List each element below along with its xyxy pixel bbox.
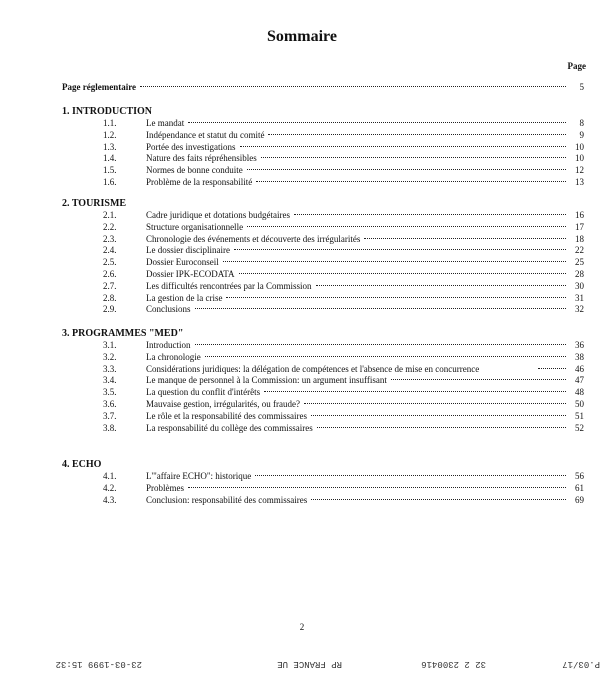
toc-entry	[62, 471, 584, 483]
dot-leader	[255, 475, 566, 476]
entry-number: 2.8.	[103, 292, 117, 303]
entry-page: 10	[575, 141, 584, 152]
entry-title: Les difficultés rencontrées par la Commission	[146, 280, 312, 291]
entry-number: 3.3.	[103, 363, 117, 374]
entry-page: 50	[575, 398, 584, 409]
entry-page: 28	[575, 268, 584, 279]
entry-title: Dossier Euroconseil	[146, 257, 219, 268]
entry-page: 38	[575, 351, 584, 362]
entry-title: Chronologie des événements et découverte des irrégularités	[146, 233, 361, 244]
toc-section-programmes-med	[62, 328, 584, 434]
dot-leader	[311, 499, 566, 500]
toc-entry	[62, 483, 584, 495]
toc-entry	[62, 387, 584, 399]
entry-title: Problèmes	[146, 482, 184, 493]
entry-page: 12	[575, 165, 584, 176]
entry-number: 4.2.	[103, 482, 117, 493]
dot-leader	[247, 169, 566, 170]
entry-number: 1.1.	[103, 118, 117, 128]
entry-title: Indépendance et statut du comité	[146, 129, 265, 140]
entry-page: 17	[575, 221, 584, 232]
entry-title: Le mandat	[146, 118, 185, 128]
dot-leader	[195, 344, 567, 345]
section-title: 3. PROGRAMMES "MED"	[62, 328, 184, 339]
entry-title: Dossier IPK-ECODATA	[146, 268, 235, 279]
entry-number: 2.2.	[103, 221, 117, 232]
toc-entry-page: 5	[579, 82, 584, 92]
entry-title: Le dossier disciplinaire	[146, 245, 230, 256]
entry-number: 3.7.	[103, 410, 117, 421]
dot-leader	[240, 146, 567, 147]
dot-leader	[294, 214, 566, 215]
toc-entry	[62, 234, 584, 246]
entry-number: 1.4.	[103, 153, 117, 164]
entry-page: 13	[575, 176, 584, 187]
dot-leader	[223, 261, 566, 262]
fax-sender: RP FRANCE UE	[277, 659, 342, 669]
dot-leader	[391, 379, 566, 380]
toc-entry-label: Page réglementaire	[62, 82, 137, 92]
entry-page: 61	[575, 482, 584, 493]
entry-number: 3.8.	[103, 422, 117, 433]
toc-entry	[62, 293, 584, 305]
entry-number: 2.4.	[103, 245, 117, 256]
toc-entry	[62, 222, 584, 234]
entry-title: Mauvaise gestion, irrégularités, ou fraude?	[146, 398, 300, 409]
toc-entry	[62, 153, 584, 165]
fax-pages: P.03/17	[562, 659, 600, 669]
entry-page: 56	[575, 471, 584, 481]
toc-entry	[62, 165, 584, 177]
entry-page: 18	[575, 233, 584, 244]
section-title: 2. TOURISME	[62, 198, 127, 209]
entry-title: Considérations juridiques: la délégation de compétences et l'absence de mise en concurrence	[146, 363, 480, 374]
dot-leader	[261, 157, 566, 158]
entry-page: 16	[575, 210, 584, 220]
entry-number: 3.5.	[103, 387, 117, 398]
toc-entry	[62, 304, 584, 316]
toc-reglementaire-entry	[62, 82, 584, 92]
page-column-header: Page	[567, 61, 586, 71]
toc-entry	[62, 375, 584, 387]
entry-page: 30	[575, 280, 584, 291]
entry-page: 25	[575, 257, 584, 268]
entry-title: Nature des faits répréhensibles	[146, 153, 257, 164]
toc-section-tourisme	[62, 198, 584, 316]
dot-leader	[226, 297, 566, 298]
entry-page: 52	[575, 422, 584, 433]
entry-number: 2.3.	[103, 233, 117, 244]
entry-title: Conclusions	[146, 304, 191, 315]
entry-number: 2.9.	[103, 304, 117, 315]
entry-title: Portée des investigations	[146, 141, 236, 152]
toc-entry	[62, 364, 584, 376]
entry-page: 48	[575, 387, 584, 398]
entry-title: L'"affaire ECHO": historique	[146, 471, 252, 481]
entry-page: 31	[575, 292, 584, 303]
toc-entry	[62, 210, 584, 222]
entry-number: 3.2.	[103, 351, 117, 362]
dot-leader	[205, 356, 566, 357]
toc-entry	[62, 352, 584, 364]
entry-title: Structure organisationnelle	[146, 221, 244, 232]
entry-page: 32	[575, 304, 584, 315]
toc-section-introduction	[62, 106, 584, 189]
entry-page: 9	[579, 129, 584, 140]
section-title: 4. ECHO	[62, 459, 102, 470]
entry-title: La responsabilité du collège des commissaires	[146, 422, 313, 433]
entry-page: 10	[575, 153, 584, 164]
entry-number: 1.3.	[103, 141, 117, 152]
toc-entry	[62, 269, 584, 281]
toc-entry	[62, 495, 584, 507]
dot-leader	[317, 427, 566, 428]
entry-title: Le rôle et la responsabilité des commissaires	[146, 410, 307, 421]
dot-leader	[264, 391, 566, 392]
entry-number: 2.6.	[103, 268, 117, 279]
toc-entry	[62, 142, 584, 154]
entry-number: 2.1.	[103, 210, 117, 220]
dot-leader	[239, 273, 566, 274]
entry-number: 1.2.	[103, 129, 117, 140]
entry-number: 2.5.	[103, 257, 117, 268]
dot-leader	[256, 181, 566, 182]
dot-leader	[538, 368, 566, 369]
entry-page: 8	[579, 118, 584, 128]
toc-entry	[62, 245, 584, 257]
entry-number: 4.1.	[103, 471, 117, 481]
entry-title: Le manque de personnel à la Commission: un argument insuffisant	[146, 375, 387, 386]
dot-leader	[234, 249, 566, 250]
dot-leader	[188, 487, 566, 488]
entry-page: 51	[575, 410, 584, 421]
toc-entry	[62, 281, 584, 293]
entry-page: 47	[575, 375, 584, 386]
entry-number: 1.6.	[103, 176, 117, 187]
dot-leader	[188, 122, 566, 123]
entry-number: 1.5.	[103, 165, 117, 176]
section-title: 1. INTRODUCTION	[62, 106, 153, 117]
dot-leader	[247, 226, 566, 227]
dot-leader	[304, 403, 566, 404]
entry-title: Conclusion: responsabilité des commissaires	[146, 494, 308, 505]
toc-entry	[62, 423, 584, 435]
fax-date-time: 23-03-1999 15:32	[55, 659, 142, 669]
entry-number: 3.4.	[103, 375, 117, 386]
fax-phone: 32 2 2300416	[421, 659, 486, 669]
entry-title: Normes de bonne conduite	[146, 165, 243, 176]
dot-leader	[364, 238, 566, 239]
entry-title: Problème de la responsabilité	[146, 176, 253, 187]
page-number: 2	[299, 622, 305, 632]
toc-entry	[62, 130, 584, 142]
fax-header-line	[0, 655, 604, 669]
toc-entry	[62, 340, 584, 352]
dot-leader	[311, 415, 566, 416]
dot-leader	[195, 308, 566, 309]
entry-title: Introduction	[146, 340, 191, 350]
entry-number: 3.6.	[103, 398, 117, 409]
entry-page: 22	[575, 245, 584, 256]
entry-title: Cadre juridique et dotations budgétaires	[146, 210, 290, 220]
entry-number: 4.3.	[103, 494, 117, 505]
entry-page: 36	[575, 340, 584, 350]
dot-leader	[268, 134, 566, 135]
toc-entry	[62, 118, 584, 130]
entry-tail	[534, 364, 584, 376]
entry-title: La gestion de la crise	[146, 292, 223, 303]
toc-section-echo	[62, 459, 584, 506]
toc-entry	[62, 257, 584, 269]
dot-leader	[140, 86, 566, 87]
entry-title: La question du conflit d'intérêts	[146, 387, 261, 398]
toc-entry	[62, 411, 584, 423]
entry-page: 69	[575, 494, 584, 505]
entry-number: 2.7.	[103, 280, 117, 291]
toc-entry	[62, 177, 584, 189]
entry-number: 3.1.	[103, 340, 117, 350]
page-title: Sommaire	[267, 28, 337, 45]
dot-leader	[316, 285, 566, 286]
entry-title: La chronologie	[146, 351, 201, 362]
entry-page: 46	[575, 363, 584, 374]
toc-entry	[62, 399, 584, 411]
